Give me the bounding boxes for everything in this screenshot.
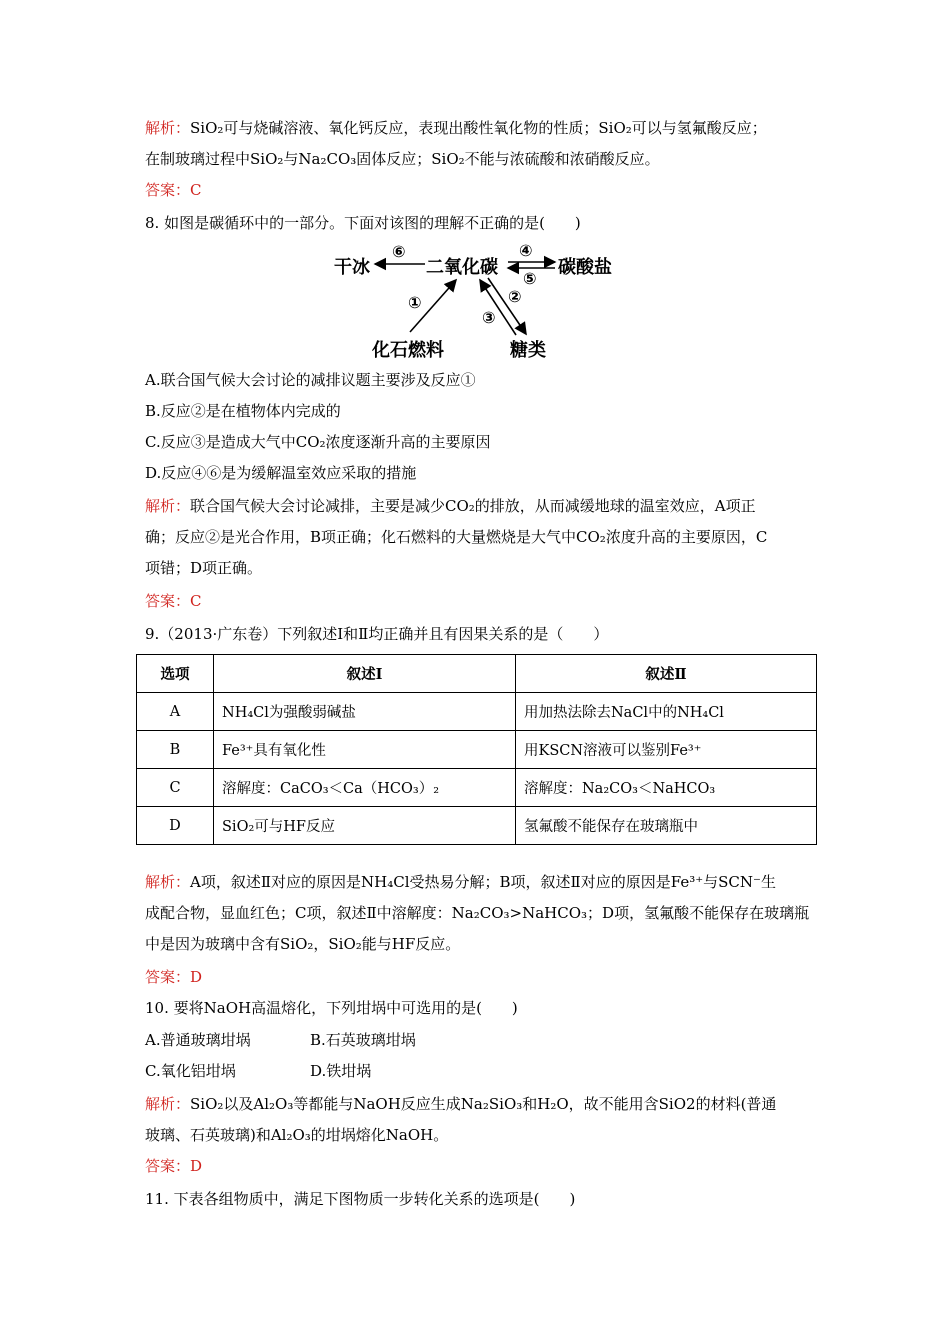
q8-analysis-line1: 解析：联合国气候大会讨论减排，主要是减少CO₂的排放，从而减缓地球的温室效应，A项正: [145, 497, 756, 515]
q8-analysis-line3: 项错；D项正确。: [145, 559, 263, 577]
label-carbonate: 碳酸盐: [558, 257, 612, 278]
table-row: [137, 807, 817, 845]
q8-option-c: C.反应③是造成大气中CO₂浓度逐渐升高的主要原因: [145, 433, 491, 451]
label-dry-ice: 干冰: [334, 257, 370, 278]
table-cell: B: [137, 731, 214, 769]
analysis-label: 解析：: [145, 497, 191, 515]
q10-analysis-line2: 玻璃、石英玻璃)和Al₂O₃的坩埚熔化NaOH。: [145, 1126, 449, 1144]
table-cell: D: [137, 807, 214, 845]
table-cell: 溶解度：Na₂CO₃＜NaHCO₃: [516, 769, 817, 807]
q10-option-a: A.普通玻璃坩埚: [145, 1031, 251, 1049]
q10-analysis-line1: 解析：SiO₂以及Al₂O₃等都能与NaOH反应生成Na₂SiO₃和H₂O，故不能用含SiO2的材料(普通: [145, 1095, 777, 1113]
q8-analysis-line2: 确；反应②是光合作用，B项正确；化石燃料的大量燃烧是大气中CO₂浓度升高的主要原因，C: [145, 528, 768, 546]
label-num-2: ②: [508, 287, 522, 306]
carbon-cycle-diagram: [330, 240, 630, 362]
q7-answer: 答案：C: [145, 181, 202, 199]
q8-stem: 8. 如图是碳循环中的一部分。下面对该图的理解不正确的是( ): [145, 214, 581, 232]
table-header: 选项: [137, 655, 214, 693]
table-cell: A: [137, 693, 214, 731]
q9-stem: 9.（2013·广东卷）下列叙述Ⅰ和Ⅱ均正确并且有因果关系的是（ ）: [145, 625, 609, 643]
label-num-6: ⑥: [392, 242, 406, 261]
q10-option-b: B.石英玻璃坩埚: [310, 1031, 416, 1049]
q7-analysis-line2: 在制玻璃过程中SiO₂与Na₂CO₃固体反应；SiO₂不能与浓硫酸和浓硝酸反应。: [145, 150, 660, 168]
q11-stem: 11. 下表各组物质中，满足下图物质一步转化关系的选项是( ): [145, 1190, 576, 1208]
table-cell: C: [137, 769, 214, 807]
table-header-row: [137, 655, 817, 693]
analysis-label: 解析：: [145, 119, 191, 137]
table-cell: Fe³⁺具有氧化性: [214, 731, 516, 769]
q8-option-b: B.反应②是在植物体内完成的: [145, 402, 341, 420]
q10-stem: 10. 要将NaOH高温熔化，下列坩埚中可选用的是( ): [145, 999, 518, 1017]
q8-option-d: D.反应④⑥是为缓解温室效应采取的措施: [145, 464, 417, 482]
label-co2: 二氧化碳: [426, 257, 498, 278]
label-num-3: ③: [482, 308, 496, 327]
q9-analysis-line1: 解析：A项，叙述Ⅱ对应的原因是NH₄Cl受热易分解；B项，叙述Ⅱ对应的原因是Fe³⁺与SCN⁻生: [145, 873, 776, 891]
q10-options-row1: [145, 1030, 825, 1050]
label-num-5: ⑤: [523, 269, 537, 288]
q9-answer: 答案：D: [145, 968, 203, 986]
label-fossil-fuel: 化石燃料: [372, 340, 444, 361]
q9-options-table: [136, 654, 817, 845]
table-cell: 用KSCN溶液可以鉴别Fe³⁺: [516, 731, 817, 769]
q8-answer: 答案：C: [145, 592, 202, 610]
q9-analysis-line2: 成配合物，显血红色；C项，叙述Ⅱ中溶解度：Na₂CO₃>NaHCO₃；D项，氢氟酸不能保存在玻璃瓶: [145, 904, 810, 922]
table-cell: 氢氟酸不能保存在玻璃瓶中: [516, 807, 817, 845]
table-cell: 用加热法除去NaCl中的NH₄Cl: [516, 693, 817, 731]
analysis-label: 解析：: [145, 873, 191, 891]
q10-option-c: C.氧化铝坩埚: [145, 1062, 236, 1080]
label-sugar: 糖类: [510, 340, 546, 361]
q7-analysis-line1: 解析：SiO₂可与烧碱溶液、氧化钙反应，表现出酸性氧化物的性质；SiO₂可以与氢氟酸反应；: [145, 119, 767, 137]
table-cell: SiO₂可与HF反应: [214, 807, 516, 845]
table-cell: 溶解度：CaCO₃＜Ca（HCO₃）₂: [214, 769, 516, 807]
label-num-1: ①: [408, 293, 422, 312]
q10-answer: 答案：D: [145, 1157, 203, 1175]
table-header: 叙述Ⅱ: [516, 655, 817, 693]
table-cell: NH₄Cl为强酸弱碱盐: [214, 693, 516, 731]
table-header: 叙述Ⅰ: [214, 655, 516, 693]
q8-option-a: A.联合国气候大会讨论的减排议题主要涉及反应①: [145, 371, 476, 389]
q10-options-row2: [145, 1061, 825, 1081]
analysis-label: 解析：: [145, 1095, 191, 1113]
table-row: [137, 731, 817, 769]
q10-option-d: D.铁坩埚: [310, 1062, 372, 1080]
label-num-4: ④: [519, 241, 533, 260]
q9-analysis-line3: 中是因为玻璃中含有SiO₂，SiO₂能与HF反应。: [145, 935, 461, 953]
table-row: [137, 693, 817, 731]
table-row: [137, 769, 817, 807]
